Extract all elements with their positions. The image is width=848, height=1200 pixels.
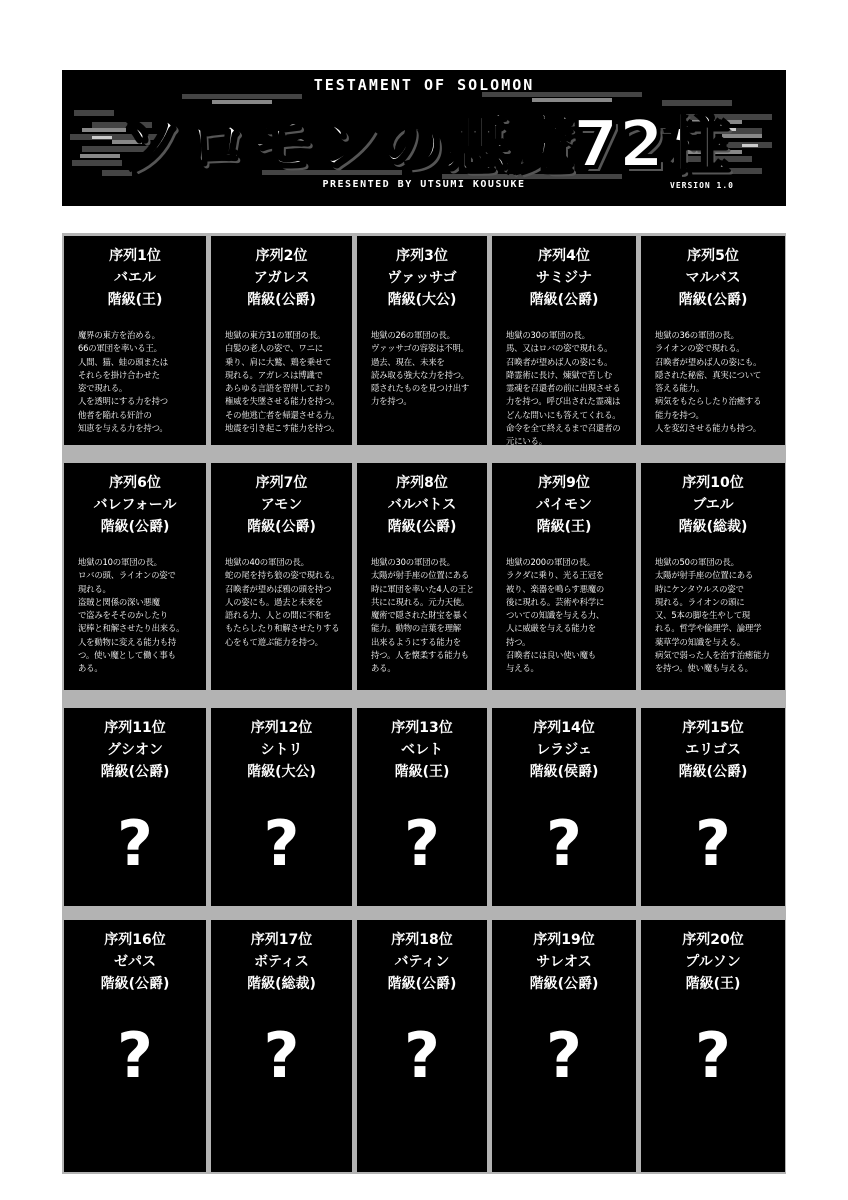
card-header — [492, 472, 636, 538]
card-class: 階級(大公) — [387, 292, 457, 308]
card-header — [641, 717, 785, 783]
card-header — [492, 929, 636, 995]
banner-subtitle: TESTAMENT OF SOLOMON — [313, 76, 535, 94]
card-header — [211, 717, 352, 783]
card-name: サレオス — [536, 954, 592, 970]
card-rank: 序列12位 — [250, 720, 313, 736]
card-rank: 序列4位 — [538, 248, 590, 264]
card-description: 地獄の26の軍団の長。 ヴァッサゴの容姿は不明。 過去、現在、未来を 読み取る強大な力を持つ。 隠されたものを見つけ出す 力を持つ。 — [371, 330, 470, 407]
card-class: 階級(総裁) — [247, 976, 316, 992]
card-rank: 序列18位 — [391, 932, 453, 948]
card-header — [211, 245, 352, 311]
unknown-mark: ? — [404, 1019, 440, 1092]
card-class: 階級(公爵) — [100, 976, 170, 992]
demon-card — [357, 920, 487, 1172]
card-class: 階級(大公) — [247, 764, 316, 780]
card-header — [64, 929, 206, 995]
card-class: 階級(王) — [394, 764, 450, 780]
card-header — [211, 472, 352, 538]
card-rank: 序列19位 — [533, 932, 595, 948]
card-class: 階級(王) — [536, 519, 592, 535]
demon-card — [357, 236, 487, 445]
demon-card — [64, 236, 206, 445]
card-class: 階級(公爵) — [100, 519, 170, 535]
card-name: バレフォール — [93, 497, 177, 513]
card-name: バルバトス — [387, 497, 457, 513]
card-name: ブエル — [692, 497, 734, 513]
unknown-mark: ? — [117, 807, 153, 880]
card-name: ヴァッサゴ — [387, 270, 457, 286]
card-rank: 序列7位 — [255, 475, 308, 491]
card-class: 階級(公爵) — [387, 519, 457, 535]
card-rank: 序列16位 — [104, 932, 166, 948]
card-description: 地獄の10の軍団の長。 ロバの頭、ライオンの姿で 現れる。 盗賊と関係の深い悪魔 で盗みをそそのかしたり 泥棒と和解させたり出来る。 人を動物に変える能力も持 つ。使い魔として働く事も ある。 — [78, 557, 185, 674]
card-rank: 序列5位 — [687, 248, 739, 264]
version-label: VERSION 1.0 — [670, 181, 734, 190]
card-name: バティン — [394, 954, 450, 970]
demon-card — [492, 236, 636, 445]
unknown-mark: ? — [117, 1019, 153, 1092]
card-header — [641, 472, 785, 538]
card-name: ベレト — [401, 742, 443, 758]
demon-card — [492, 920, 636, 1172]
demon-card — [64, 708, 206, 906]
card-class: 階級(王) — [685, 976, 741, 992]
card-header — [357, 245, 487, 311]
card-class: 階級(公爵) — [100, 764, 170, 780]
demon-card — [492, 463, 636, 690]
card-rank: 序列13位 — [391, 720, 453, 736]
card-rank: 序列15位 — [682, 720, 744, 736]
card-class: 階級(総裁) — [678, 519, 748, 535]
demon-card — [492, 708, 636, 906]
card-rank: 序列8位 — [396, 475, 448, 491]
demon-card — [211, 708, 352, 906]
demon-card — [64, 920, 206, 1172]
card-rank: 序列14位 — [533, 720, 595, 736]
card-rank: 序列3位 — [396, 248, 448, 264]
card-name: ゼパス — [114, 954, 156, 970]
card-name: エリゴス — [685, 742, 741, 758]
page-title: ソロモンの悪魔72柱 — [118, 108, 730, 182]
card-class: 階級(公爵) — [529, 976, 599, 992]
card-description: 地獄の36の軍団の長。 ライオンの姿で現れる。 召喚者が望めば人の姿にも。 隠された秘密、真実について 答える能力。 病気をもたらしたり治癒する 能力を持つ。 人を変幻させる能力も持つ。 — [655, 330, 762, 434]
card-class: 階級(公爵) — [387, 976, 457, 992]
card-header — [357, 472, 487, 538]
card-header — [492, 717, 636, 783]
card-header — [492, 245, 636, 311]
card-description: 魔界の東方を治める。 66の軍団を率いる王。 人間、猫、蛙の頭または それらを掛け合わせた 姿で現れる。 人を透明にする力を持つ 他者を陥れる奸計の 知恵を与える力を持つ。 — [78, 330, 168, 434]
demon-card — [357, 463, 487, 690]
card-header — [64, 472, 206, 538]
card-header — [357, 717, 487, 783]
card-class: 階級(公爵) — [529, 292, 599, 308]
demon-card — [357, 708, 487, 906]
card-header — [641, 245, 785, 311]
card-name: パイモン — [536, 497, 592, 513]
card-class: 階級(公爵) — [247, 519, 316, 535]
demon-card — [641, 708, 785, 906]
card-rank: 序列2位 — [255, 248, 308, 264]
card-name: プルソン — [685, 954, 741, 970]
card-name: マルバス — [685, 270, 741, 286]
card-name: シトリ — [260, 742, 303, 758]
title-banner — [62, 70, 786, 206]
card-name: レラジェ — [536, 742, 592, 758]
card-header — [211, 929, 352, 995]
demon-card — [64, 463, 206, 690]
card-class: 階級(王) — [107, 292, 163, 308]
card-class: 階級(侯爵) — [529, 764, 599, 780]
unknown-mark: ? — [695, 1019, 731, 1092]
demon-card — [211, 236, 352, 445]
card-rank: 序列1位 — [109, 248, 161, 264]
demon-card — [641, 236, 785, 445]
card-rank: 序列6位 — [109, 475, 161, 491]
card-class: 階級(公爵) — [247, 292, 316, 308]
demon-card — [211, 920, 352, 1172]
card-name: グシオン — [107, 742, 163, 758]
card-description: 地獄の50の軍団の長。 太陽が射手座の位置にある 時にケンタウルスの姿で 現れる。ライオンの頭に 又、5本の脚を生やして現 れる。哲学や倫理学、論理学 薬草学の知識を与える。 病気で弱った人を治す治癒能力 を持つ。使い魔も与える。 — [655, 557, 770, 674]
unknown-mark: ? — [263, 807, 300, 880]
card-class: 階級(公爵) — [678, 764, 748, 780]
card-description: 地獄の40の軍団の長。 蛇の尾を持ち狼の姿で現れる。 召喚者が望めば鴉の頭を持つ 人の姿にも。過去と未来を 語れる力、人との間に不和を もたらしたり和解させたりする 心をもて遊ぶ能力を持つ。 — [225, 557, 340, 647]
card-description: 地獄の30の軍団の長。 馬、又はロバの姿で現れる。 召喚者が望めば人の姿にも。 降霊術に長け、煉獄で苦しむ 霊魂を召還者の前に出現させる 力を持つ。呼び出された霊魂は どんな問いにも答えてくれる。 命令を全て終えるまで召還者の 元にいる。 — [506, 330, 621, 447]
demon-card — [211, 463, 352, 690]
card-rank: 序列10位 — [682, 475, 744, 491]
credit-text: PRESENTED BY UTSUMI KOUSUKE — [322, 179, 526, 190]
card-header — [357, 929, 487, 995]
card-rank: 序列9位 — [538, 475, 590, 491]
card-name: ボティス — [254, 954, 309, 970]
unknown-mark: ? — [263, 1019, 300, 1092]
card-name: アガレス — [253, 270, 310, 286]
demon-card — [641, 920, 785, 1172]
card-name: サミジナ — [536, 270, 592, 286]
card-name: バエル — [114, 270, 156, 286]
card-rank: 序列17位 — [250, 932, 313, 948]
card-header — [64, 245, 206, 311]
card-header — [641, 929, 785, 995]
card-description: 地獄の東方31の軍団の長。 白髪の老人の姿で、ワニに 乗り、肩に大鷲、鶏を乗せて 現れる。アガレスは博識で あらゆる言語を習得しており 権威を失墜させる能力を持つ。 その他逃亡者を帰還させる力。 地震を引き起こす能力を持つ。 — [225, 330, 340, 434]
card-rank: 序列11位 — [104, 720, 166, 736]
card-description: 地獄の200の軍団の長。 ラクダに乗り、光る王冠を 被り、楽器を鳴らす悪魔の 後に現れる。芸術や科学に ついての知識を与える力、 人に威厳を与える能力を 持つ。 召喚者には良い使い魔も 与える。 — [506, 557, 605, 674]
unknown-mark: ? — [404, 807, 440, 880]
unknown-mark: ? — [695, 807, 731, 880]
card-class: 階級(公爵) — [678, 292, 748, 308]
card-description: 地獄の30の軍団の長。 太陽が射手座の位置にある 時に軍団を率いた4人の王と 共にに現れる。元力天使。 魔術で隠された財宝を暴く 能力。動物の言葉を理解 出来るようにする能力を 持つ。人を懐柔する能力も ある。 — [371, 557, 475, 674]
card-rank: 序列20位 — [682, 932, 744, 948]
unknown-mark: ? — [546, 807, 582, 880]
card-header — [64, 717, 206, 783]
demon-card — [641, 463, 785, 690]
card-name: アモン — [260, 497, 303, 513]
unknown-mark: ? — [546, 1019, 582, 1092]
